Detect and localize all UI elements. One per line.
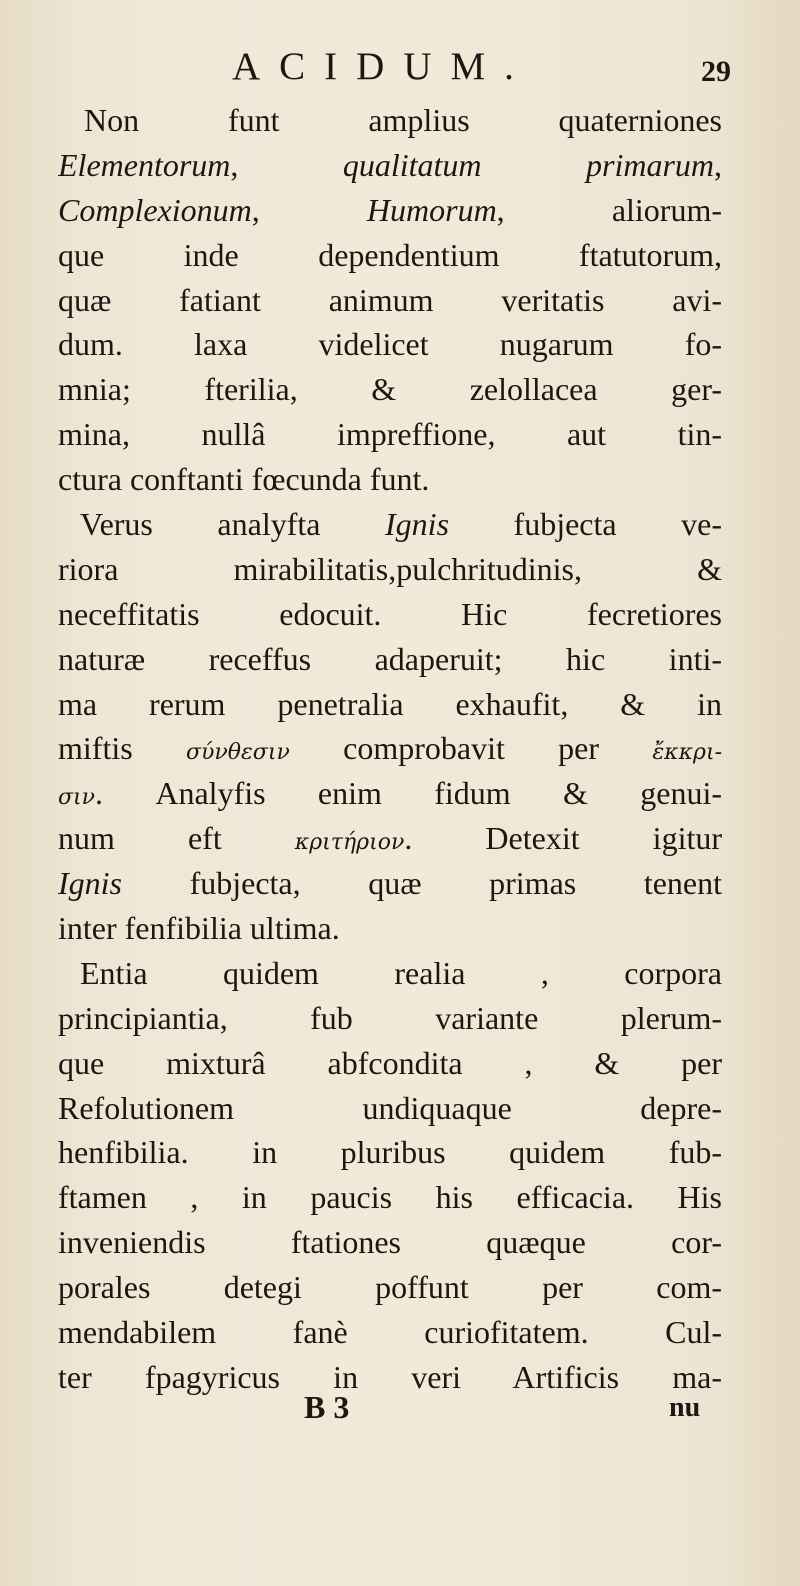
- greek-word: κριτήριον: [294, 830, 405, 856]
- signature-mark: B 3: [304, 1389, 350, 1425]
- text-line: [58, 143, 722, 188]
- text-span: quæ fatiant animum veritatis avi-: [58, 281, 722, 318]
- text-span: ,: [230, 146, 343, 183]
- italic-term: Humorum: [366, 191, 497, 228]
- text-line: [58, 457, 722, 502]
- body-text: [58, 98, 722, 1400]
- text-line: [58, 771, 722, 816]
- text-span: Non funt amplius quaterniones: [84, 102, 722, 138]
- text-line: [58, 682, 722, 727]
- text-span: . Detexit igitur: [404, 820, 722, 857]
- text-line: [58, 726, 722, 771]
- italic-term: Ignis: [385, 506, 450, 543]
- text-span: fubjecta, quæ primas tenent: [122, 865, 722, 902]
- text-span: riora mirabilitatis,pulchritudinis, &: [58, 550, 722, 587]
- text-line: [58, 1130, 722, 1175]
- text-line: [58, 367, 722, 412]
- text-span: porales detegi poffunt per com-: [58, 1269, 722, 1306]
- text-line: [58, 1220, 722, 1265]
- text-span: neceffitatis edocuit. Hic fecretiores: [58, 595, 722, 632]
- text-line: [58, 1175, 722, 1220]
- text-span: miftis: [58, 730, 186, 767]
- italic-term: Complexionum: [58, 191, 252, 228]
- text-span: ctura conftanti fœcunda funt.: [58, 461, 430, 498]
- text-line: [58, 951, 722, 996]
- text-span: mina, nullâ impreffione, aut tin-: [58, 416, 722, 453]
- text-span: mendabilem fanè curiofitatem. Cul-: [58, 1314, 722, 1351]
- page-number: 29: [701, 55, 731, 88]
- text-span: ter fpagyricus in veri Artificis ma-: [58, 1358, 722, 1395]
- text-span: ,: [251, 191, 367, 228]
- page-footer: [0, 1385, 800, 1430]
- text-span: , aliorum-: [496, 191, 722, 228]
- text-span: . Analyfis enim fidum & genui-: [95, 775, 722, 812]
- text-span: inter fenfibilia ultima.: [58, 910, 340, 947]
- text-line: [58, 816, 722, 861]
- text-line: [58, 906, 722, 951]
- text-span: que mixturâ abfcondita , & per: [58, 1044, 722, 1081]
- text-span: que inde dependentium ftatutorum,: [58, 236, 722, 273]
- italic-term: Ignis: [58, 865, 122, 902]
- text-span: ftamen , in paucis his efficacia. His: [58, 1179, 722, 1216]
- running-title: ACIDUM.: [232, 45, 533, 88]
- text-line: [58, 322, 722, 367]
- text-line: [58, 861, 722, 906]
- text-line: [58, 592, 722, 637]
- text-span: Entia quidem realia , corpora: [80, 954, 722, 991]
- text-span: ,: [714, 146, 722, 183]
- text-span: fubjecta ve-: [449, 506, 722, 543]
- text-line: [58, 233, 722, 278]
- greek-word: σιν: [58, 785, 96, 811]
- text-span: dum. laxa videlicet nugarum fo-: [58, 326, 722, 363]
- text-span: naturæ receffus adaperuit; hic inti-: [58, 640, 722, 677]
- text-line: [58, 98, 722, 143]
- text-line: [58, 502, 722, 547]
- italic-term: qualitatum primarum: [342, 146, 714, 183]
- text-line: [58, 188, 722, 233]
- text-span: principiantia, fub variante plerum-: [58, 999, 722, 1036]
- catchword: nu: [669, 1392, 701, 1423]
- text-line: [58, 996, 722, 1041]
- text-line: [58, 278, 722, 323]
- text-span: ma rerum penetralia exhaufit, & in: [58, 685, 722, 722]
- text-line: [58, 1041, 722, 1086]
- text-span: mnia; fterilia, & zelollacea ger-: [58, 371, 722, 408]
- greek-word: σύνθεσιν: [185, 740, 290, 766]
- text-line: [58, 547, 722, 592]
- text-line: [58, 637, 722, 682]
- running-head: [0, 42, 800, 92]
- text-span: henfibilia. in pluribus quidem fub-: [58, 1134, 722, 1171]
- text-line: [58, 1086, 722, 1131]
- text-span: inveniendis ftationes quæque cor-: [58, 1224, 722, 1261]
- text-line: [58, 412, 722, 457]
- text-span: num eft: [58, 820, 295, 857]
- text-span: Verus analyfta: [80, 506, 386, 543]
- text-span: comprobavit per: [289, 730, 653, 767]
- text-line: [58, 1310, 722, 1355]
- text-span: Refolutionem undiquaque depre-: [58, 1089, 722, 1126]
- text-line: [58, 1265, 722, 1310]
- italic-term: Elementorum: [58, 146, 231, 183]
- greek-word: ἔκκρι-: [652, 740, 722, 766]
